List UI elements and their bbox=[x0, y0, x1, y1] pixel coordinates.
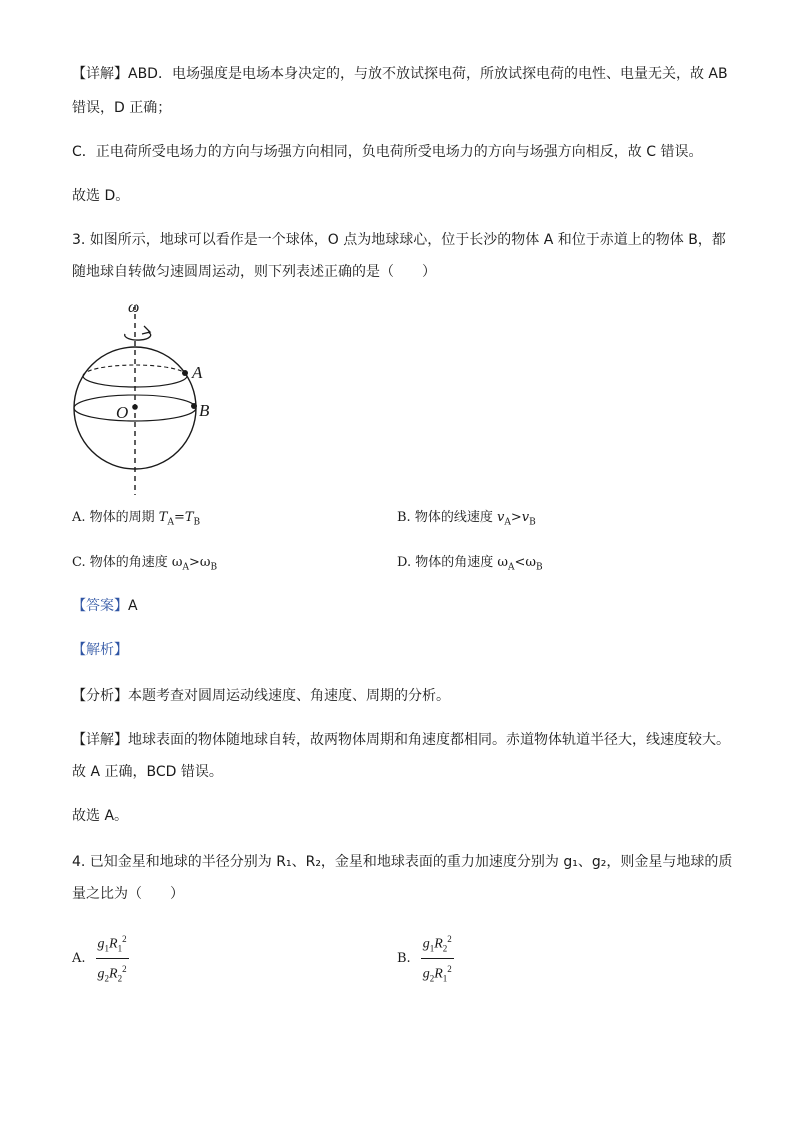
option-c-sub2: B bbox=[210, 562, 218, 573]
point-a-label: A bbox=[192, 363, 203, 382]
rotation-arrowhead bbox=[142, 326, 150, 334]
q3-answer bbox=[72, 596, 138, 616]
option-b-fraction: $\frac{g_1R_2^2}{g_2R_1^2}$ bbox=[421, 930, 454, 988]
option-a-sub: A bbox=[167, 517, 174, 528]
center-label: O bbox=[116, 403, 129, 422]
analyze-text: 本题考查对圆周运动线速度、角速度、周期的分析。 bbox=[128, 688, 450, 704]
earth-rotation-diagram bbox=[60, 290, 220, 500]
option-a-eq: = bbox=[173, 510, 185, 525]
center-point bbox=[132, 404, 138, 410]
q2-detail-line1 bbox=[72, 64, 728, 84]
option-c-sub: A bbox=[182, 562, 189, 573]
option-d-text: D. 物体的角速度 ω bbox=[397, 555, 508, 570]
q3-option-b[interactable] bbox=[397, 508, 536, 533]
detail-text: ABD．电场强度是电场本身决定的，与放不放试探电荷，所放试探电荷的电性、电量无关，故 AB bbox=[128, 66, 728, 82]
option-b-sub2: B bbox=[529, 517, 536, 528]
detail-text: 地球表面的物体随地球自转，故两物体周期和角速度都相同。赤道物体轨道半径大，线速度较大。 bbox=[128, 732, 730, 748]
point-b-label: B bbox=[199, 401, 210, 420]
q4-stem-line2: 量之比为（ ） bbox=[72, 886, 184, 902]
q3-analysis-label: 【解析】 bbox=[72, 642, 128, 658]
option-b-gt: > bbox=[510, 510, 522, 525]
option-b-symbol2: v bbox=[521, 510, 530, 525]
omega-label: ω bbox=[128, 299, 140, 316]
q4-option-b[interactable] bbox=[397, 930, 454, 988]
option-d-mid: <ω bbox=[514, 555, 536, 570]
q3-option-a[interactable] bbox=[72, 508, 200, 533]
detail-label: 【详解】 bbox=[72, 66, 128, 82]
point-a bbox=[182, 370, 188, 376]
option-c-mid: >ω bbox=[188, 555, 211, 570]
q4-stem-line1: 4. 已知金星和地球的半径分别为 R₁、R₂，金星和地球表面的重力加速度分别为 g₁、g₂，则金星与地球的质 bbox=[72, 854, 733, 870]
q3-stem-line2: 随地球自转做匀速圆周运动，则下列表述正确的是（ ） bbox=[72, 264, 436, 280]
option-a-label: A. bbox=[72, 950, 86, 966]
q3-stem-line1: 3. 如图所示，地球可以看作是一个球体，O 点为地球球心，位于长沙的物体 A 和位于赤道上的物体 B，都 bbox=[72, 232, 726, 248]
option-a-symbol: T bbox=[158, 510, 168, 525]
q3-option-c[interactable] bbox=[72, 553, 217, 578]
option-b-sub: A bbox=[504, 517, 511, 528]
option-c-text: C. 物体的角速度 ω bbox=[72, 555, 183, 570]
option-a-symbol2: T bbox=[184, 510, 194, 525]
option-b-label: B. bbox=[397, 950, 411, 966]
answer-value: A bbox=[128, 598, 138, 614]
q3-analyze bbox=[72, 686, 450, 706]
option-a-sub2: B bbox=[193, 517, 201, 528]
option-b-symbol: v bbox=[496, 510, 505, 525]
option-a-fraction: $\frac{g_1R_1^2}{g_2R_2^2}$ bbox=[96, 930, 129, 988]
q2-conclusion: 故选 D。 bbox=[72, 188, 130, 204]
option-d-sub: A bbox=[507, 562, 515, 573]
detail-label: 【详解】 bbox=[72, 732, 128, 748]
q2-detail-line3: C．正电荷所受电场力的方向与场强方向相同，负电荷所受电场力的方向与场强方向相反，故 C 错误。 bbox=[72, 144, 703, 160]
q4-option-a[interactable] bbox=[72, 930, 129, 988]
q2-detail-line2: 错误，D 正确； bbox=[72, 100, 172, 116]
answer-label: 【答案】 bbox=[72, 598, 128, 614]
point-b bbox=[191, 403, 197, 409]
q3-detail-line2: 故 A 正确，BCD 错误。 bbox=[72, 764, 223, 780]
option-d-sub2: B bbox=[535, 562, 543, 573]
option-b-text: B. 物体的线速度 bbox=[397, 510, 497, 525]
q3-conclusion: 故选 A。 bbox=[72, 808, 129, 824]
option-a-text: A. 物体的周期 bbox=[72, 510, 159, 525]
q3-detail-line1 bbox=[72, 730, 730, 750]
analyze-label: 【分析】 bbox=[72, 688, 128, 704]
q3-option-d[interactable] bbox=[397, 553, 543, 578]
